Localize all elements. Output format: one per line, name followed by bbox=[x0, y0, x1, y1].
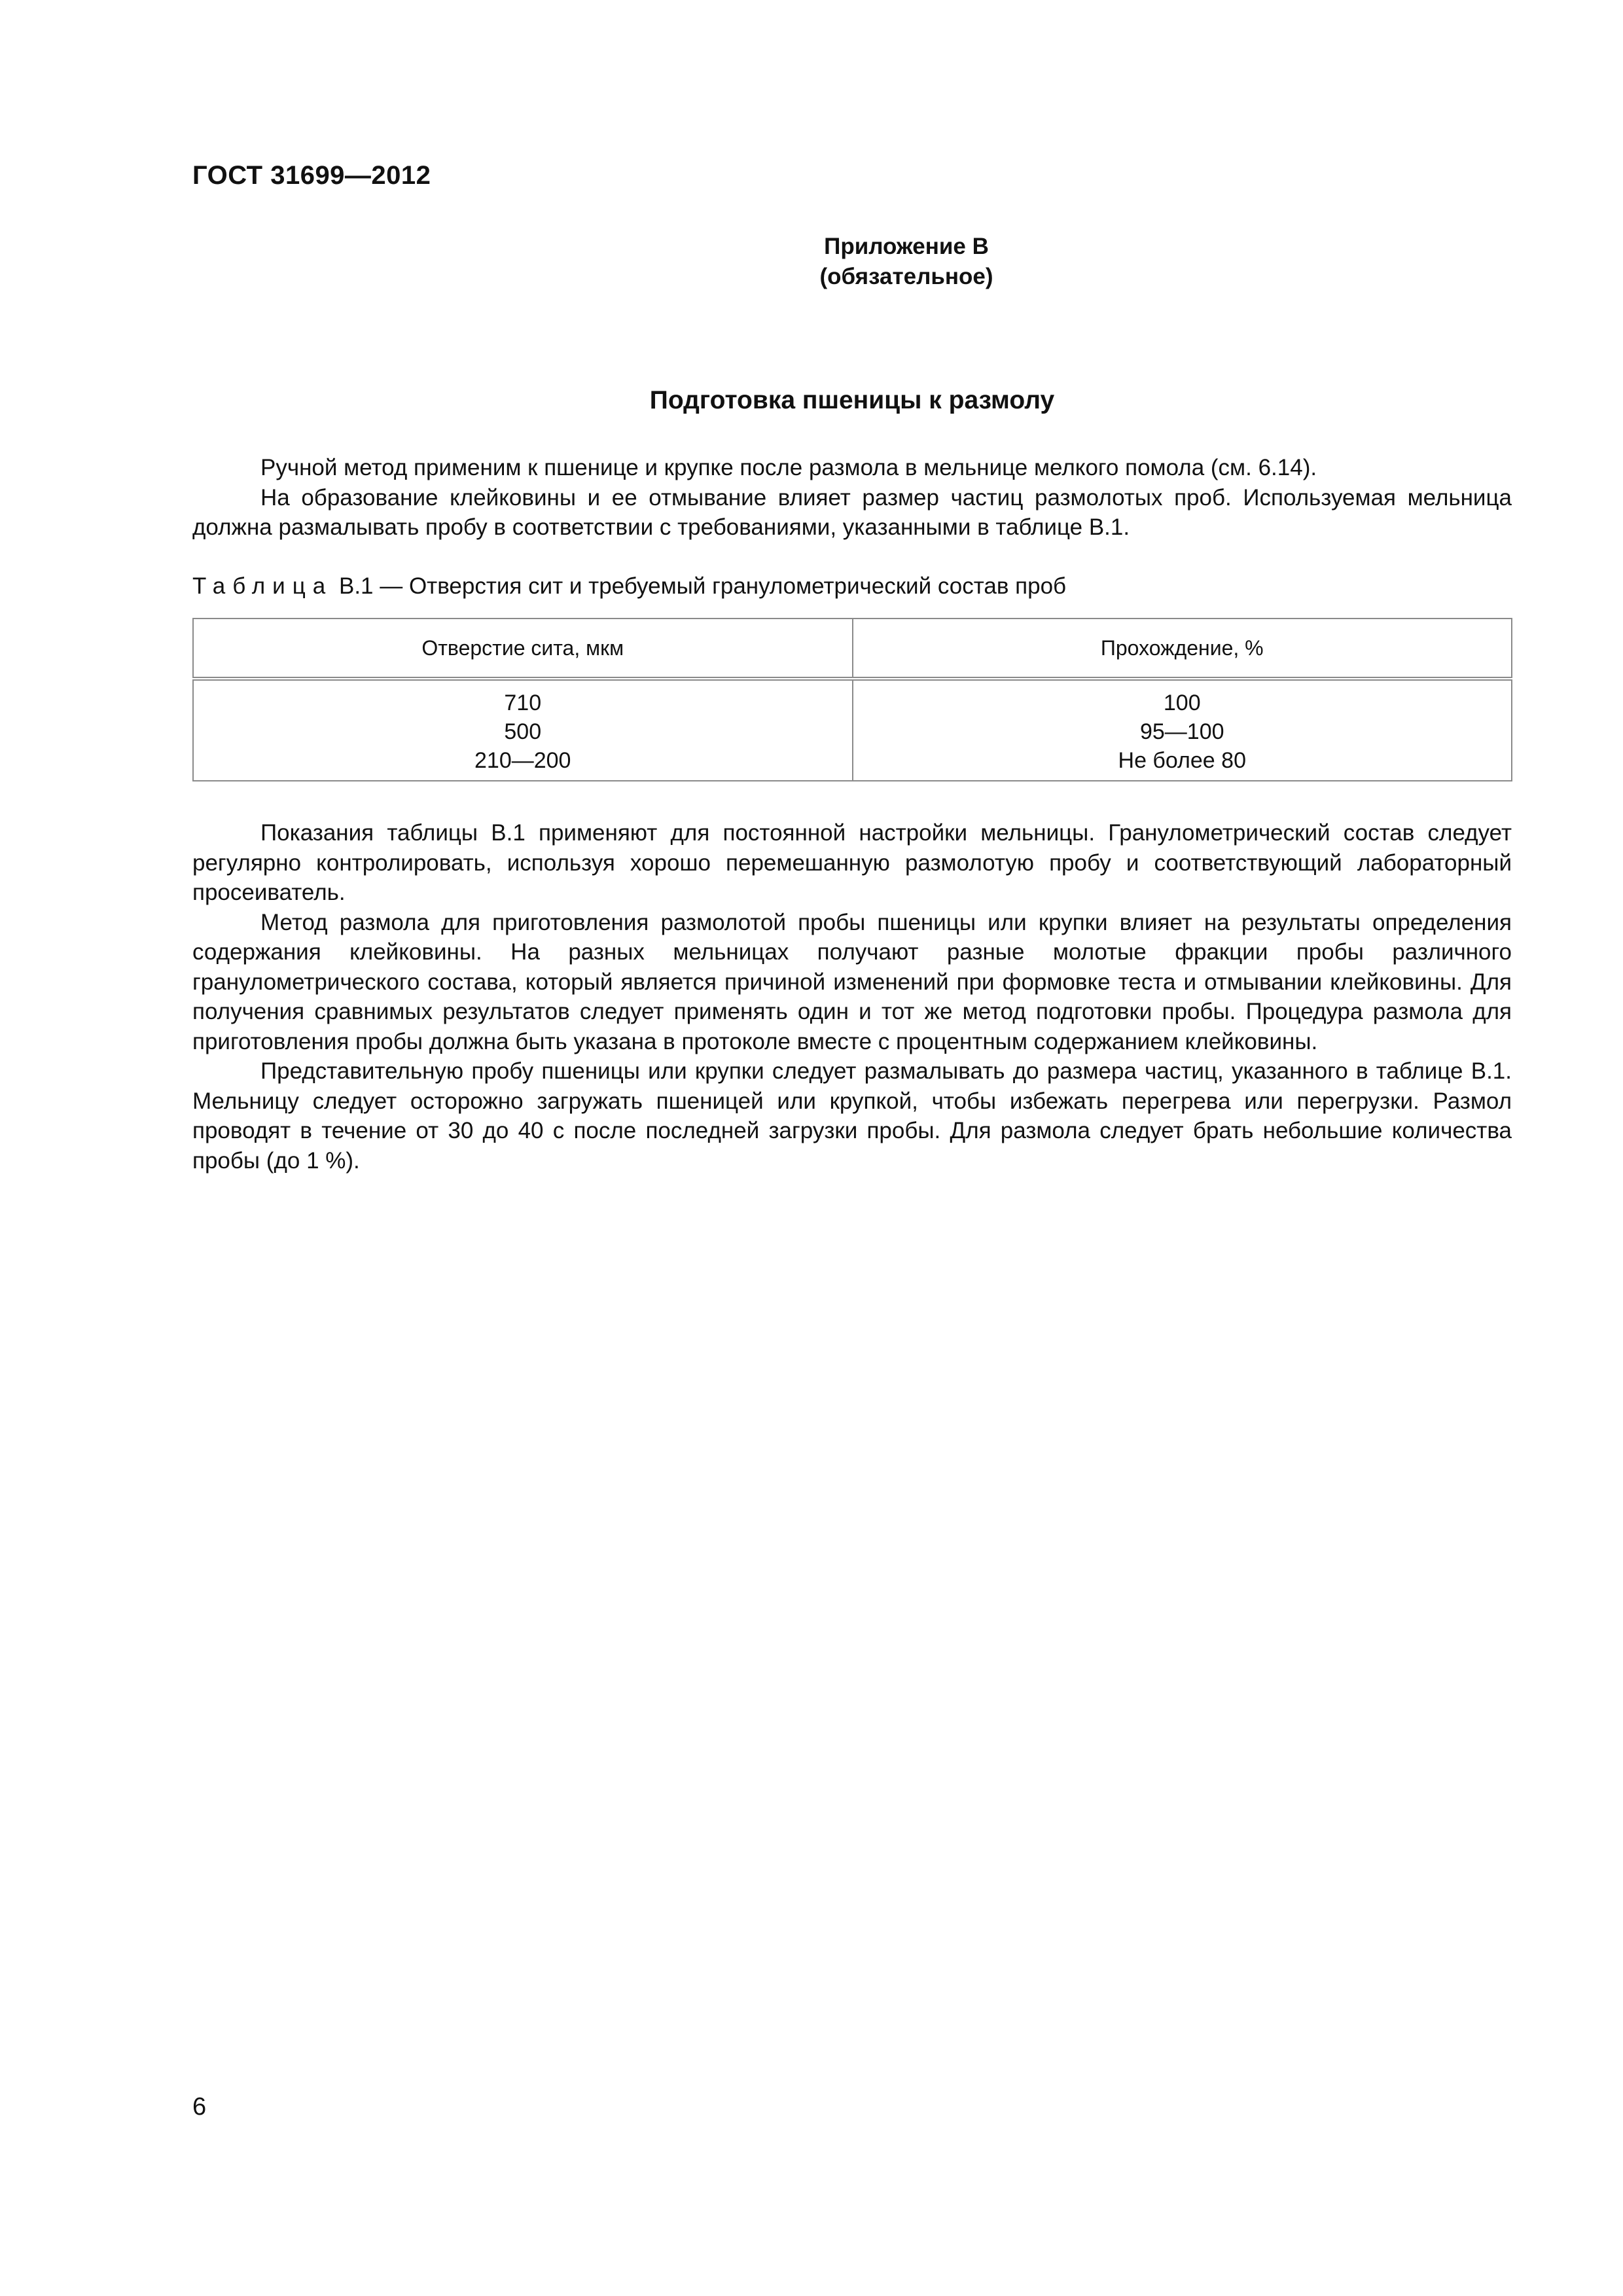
paragraph: Метод размола для приготовления размолотой пробы пшеницы или крупки влияет на результаты определения содержания клейковины. На разных мельницах получают разные молотые фракции пробы различного гранулометрического состава, который является причиной изменений при формовке теста и отмывании клейковины. Для получения сравнимых результатов следует применять один и тот же метод подготовки пробы. Процедура размола для приготовления пробы должна быть указана в протоколе вместе с процентным содержанием клейковины. bbox=[192, 909, 1512, 1054]
column-header-sieve-opening: Отверстие сита, мкм bbox=[193, 619, 853, 679]
table-caption-label: Таблица bbox=[192, 573, 333, 599]
annex-status: (обязательное) bbox=[819, 264, 993, 289]
sieve-opening-cell bbox=[193, 679, 853, 781]
annex-heading bbox=[0, 232, 1623, 292]
passing-cell bbox=[853, 679, 1512, 781]
table-row bbox=[193, 679, 1512, 781]
column-header-passing: Прохождение, % bbox=[853, 619, 1512, 679]
intro-text bbox=[192, 453, 1512, 543]
sieve-table bbox=[192, 618, 1512, 781]
table-cell: 500 bbox=[504, 719, 542, 744]
page-number: 6 bbox=[192, 2093, 207, 2121]
table-cell: 710 bbox=[504, 691, 542, 715]
paragraph: Представительную пробу пшеницы или крупки следует размалывать до размера частиц, указанного в таблице В.1. Мельницу следует осторожно загружать пшеницей или крупкой, чтобы избежать перегрева или перегрузки. Размол проводят в течение от 30 до 40 с после последней загрузки пробы. Для размола следует брать небольшие количества пробы (до 1 %). bbox=[192, 1058, 1512, 1174]
table-cell: Не более 80 bbox=[1118, 748, 1246, 773]
table-caption-text: В.1 — Отверстия сит и требуемый гранулометрический состав проб bbox=[338, 573, 1067, 599]
table-caption bbox=[192, 573, 1066, 600]
annex-title: Приложение В bbox=[824, 234, 989, 259]
table-cell: 100 bbox=[1163, 691, 1201, 715]
table-header-row bbox=[193, 619, 1512, 679]
paragraph: Показания таблицы В.1 применяют для постоянной настройки мельницы. Гранулометрический состав следует регулярно контролировать, используя хорошо перемешанную размолотую пробу и соответствующий лабораторный просеиватель. bbox=[192, 820, 1512, 905]
paragraph: Ручной метод применим к пшенице и крупке после размола в мельнице мелкого помола (см. 6.14). bbox=[260, 455, 1317, 480]
document-code: ГОСТ 31699—2012 bbox=[192, 161, 431, 190]
body-text bbox=[192, 818, 1512, 1175]
table-cell: 95—100 bbox=[1139, 719, 1224, 744]
table-cell: 210—200 bbox=[474, 748, 571, 773]
section-title: Подготовка пшеницы к размолу bbox=[649, 386, 1055, 414]
paragraph: На образование клейковины и ее отмывание влияет размер частиц размолотых проб. Используемая мельница должна размалывать пробу в соответствии с требованиями, указанными в таблице В.1. bbox=[192, 484, 1512, 540]
